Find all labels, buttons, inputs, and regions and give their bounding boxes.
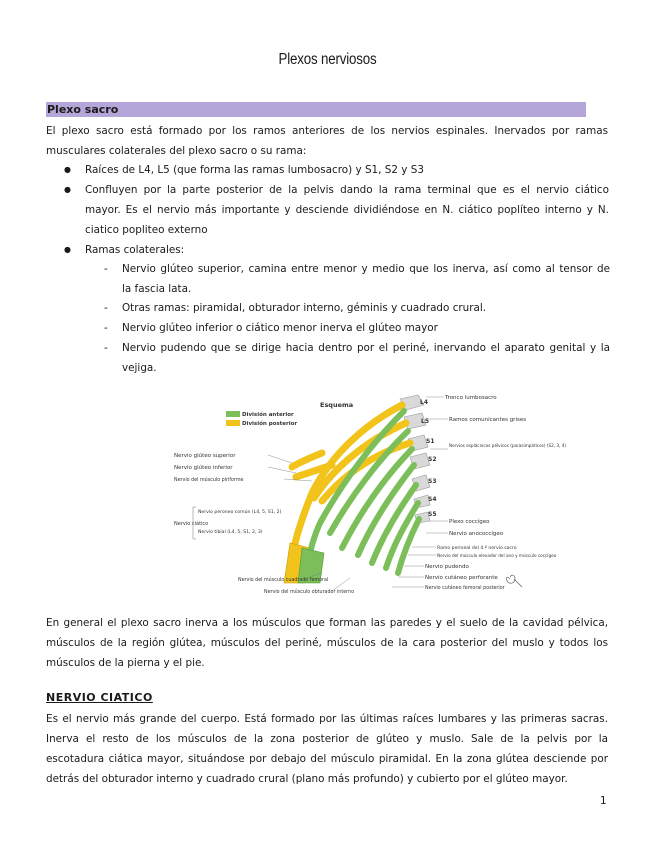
legend-label-posterior: División posterior [242, 421, 298, 427]
label-gluteo-inferior: Nervio glúteo inferior [174, 465, 233, 471]
bullet-3-line-1: Ramas colaterales: [85, 244, 185, 256]
subitem-2: Otras ramas: piramidal, obturador interno, géminis y cuadrado crural. [122, 302, 487, 314]
label-cutaneo-femoral: Nervio cutáneo femoral posterior [425, 586, 505, 591]
bullet-1-line-1: Raíces de L4, L5 (que forma las ramas lumbosacro) y S1, S2 y S3 [85, 164, 424, 176]
subitem-1-line-1: Nervio glúteo superior, camina entre menor y medio que los inerva, así como al tensor de [122, 263, 610, 275]
legend-swatch-anterior [226, 411, 240, 417]
root-label-s4: S4 [428, 496, 437, 503]
label-anococcigeo: Nervio anococcígeo [449, 531, 504, 537]
label-gluteo-superior: Nervio glúteo superior [174, 453, 236, 459]
label-cuadrado-femoral: Nervio del músculo cuadrado femoral [238, 578, 329, 583]
subitem-4-line-2: vejiga. [122, 362, 157, 374]
subitem-1-line-2: la fascia lata. [122, 283, 192, 295]
root-label-s5: S5 [428, 511, 437, 518]
bullet-dot: ● [64, 165, 71, 174]
subitem-3: Nervio glúteo inferior o ciático menor inerva el glúteo mayor [122, 322, 438, 334]
root-label-s3: S3 [428, 478, 437, 485]
label-tronco-lumbosacro: Tronco lumbosacro [445, 395, 497, 401]
label-ramos-comunicantes: Ramos comunicantes grises [449, 417, 527, 423]
sacral-plexus-diagram [172, 383, 567, 603]
subitem-4-line-1: Nervio pudendo que se dirige hacia dentro por el periné, inervando el aparato genital y la [122, 342, 610, 354]
figure-title: Esquema [320, 401, 354, 409]
section-heading-bar [46, 102, 586, 117]
root-label-l5: L5 [421, 418, 429, 425]
label-ciatico: Nervio ciático [174, 521, 209, 527]
section-heading: Plexo sacro [47, 103, 119, 116]
root-label-l4: L4 [420, 399, 428, 406]
paragraph3-line-4: detrás del obturador interno y cuadrado crural (plano más profundo) y cubierto por el glúteo mayor. [46, 773, 568, 785]
intro-line-2: musculares colaterales del plexo sacro o su rama: [46, 145, 307, 157]
anterior-divisions [308, 411, 419, 573]
label-cutaneo-perforante: Nervio cutáneo perforante [425, 575, 498, 581]
root-label-s1: S1 [426, 438, 435, 445]
label-tibial: Nervio tibial (L4, 5, S1, 2, 3) [198, 530, 263, 535]
paragraph3-line-2: Inerva el resto de los músculos de la zona posterior de glúteo y muslo. Sale de la pelvis por la [46, 733, 608, 745]
dash-marker: - [104, 302, 108, 314]
bullet-2-line-3: ciatico popliteo externo [85, 224, 208, 236]
dash-marker: - [104, 263, 108, 275]
paragraph3-line-1: Es el nervio más grande del cuerpo. Está formado por las últimas raíces lumbares y las primeras sacras. [46, 713, 608, 725]
paragraph3-line-3: escotadura ciática mayor, situándose por debajo del músculo piramidal. En la zona glútea desciende por [46, 753, 608, 765]
paragraph2-line-1: En general el plexo sacro inerva a los músculos que forman las paredes y el suelo de la cavidad pélvica, [46, 617, 608, 629]
label-esplacnicos-pelvicos: Nervios esplácnicos pélvicos (parasimpáticos) (S2, 3, 4) [449, 443, 567, 448]
legend-swatch-posterior [226, 420, 240, 426]
label-piriforme: Nervio del músculo piriforme [174, 478, 244, 483]
label-plexo-coccigeo: Plexo coccígeo [449, 519, 490, 525]
illustrator-signature-mark [506, 575, 522, 587]
root-label-s2: S2 [428, 456, 437, 463]
label-elevador-ano: Nervio del músculo elevador del ano y músculo coccígeo [437, 553, 557, 558]
page-title: Plexos nerviosos [278, 51, 377, 68]
dash-marker: - [104, 342, 108, 354]
page-number: 1 [600, 795, 607, 807]
label-ramo-perineal: Ramo perineal del 4.º nervio sacro [437, 546, 517, 551]
legend-label-anterior: División anterior [242, 412, 294, 418]
bullet-2-line-2: mayor. Es el nervio más importante y desciende dividiéndose en N. ciático poplíteo interno y N. [85, 204, 609, 216]
bullet-dot: ● [64, 245, 71, 254]
intro-line-1: El plexo sacro está formado por los ramos anteriores de los nervios espinales. Inervados por ramas [46, 125, 608, 137]
paragraph2-line-2: músculos de la región glútea, músculos del periné, músculos de la cara posterior del muslo y todos los [46, 637, 608, 649]
label-obturador-interno: Nervio del músculo obturador interno [264, 590, 355, 595]
dash-marker: - [104, 322, 108, 334]
label-pudendo: Nervio pudendo [425, 564, 469, 570]
label-peroneo-comun: Nervio peroneo común (L4, 5, S1, 2) [198, 510, 282, 515]
sacral-plexus-figure [172, 383, 567, 603]
paragraph2-line-3: músculos de la pierna y el pie. [46, 657, 205, 669]
bullet-dot: ● [64, 185, 71, 194]
bullet-2-line-1: Confluyen por la parte posterior de la pelvis dando la rama terminal que es el nervio ciático [85, 184, 609, 196]
section-heading-nervio-ciatico: NERVIO CIATICO [46, 691, 153, 704]
